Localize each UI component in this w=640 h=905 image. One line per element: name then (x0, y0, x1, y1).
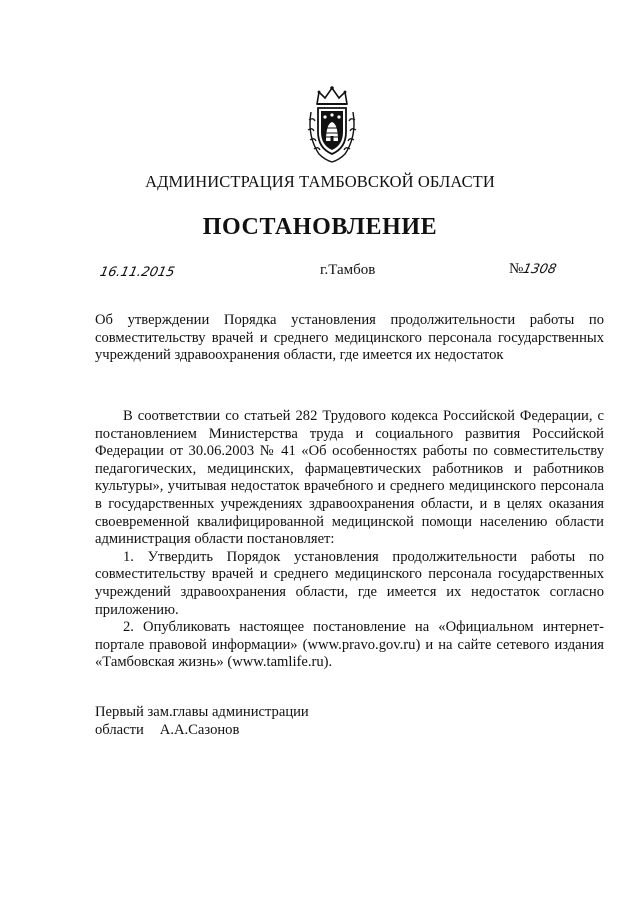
document-subject: Об утверждении Порядка установления продолжительности работы по совместительству врачей и среднего медицинского персонала государственных учреждений здравоохранения области, где имеется их недостаток (95, 312, 604, 364)
number-value: 1308 (521, 262, 559, 277)
signer-position: Первый зам.главы администрации (95, 704, 309, 720)
item-1-paragraph: 1. Утвердить Порядок установления продолжительности работы по совместительству врачей и среднего медицинского персонала государственных учреждений здравоохранения области, где имеется их недостаток согласно приложению. (95, 548, 604, 618)
preamble-paragraph: В соответствии со статьей 282 Трудового кодекса Российской Федерации, с постановлением Министерства труда и социального развития Российской Федерации от 30.06.2003 № 41 «Об особенностях работы по совместительству педагогических, медицинских, фармацевтических работников и работников культуры», учитывая недостаток врачебного и среднего медицинского персонала в государственных учреждениях здравоохранения области, и в целях оказания своевременной квалифицированной медицинской помощи населению области администрация области постановляет: (95, 408, 604, 548)
document-number (509, 261, 559, 278)
signature-block (95, 704, 309, 739)
organization-name: АДМИНИСТРАЦИЯ ТАМБОВСКОЙ ОБЛАСТИ (145, 172, 495, 191)
document-type-title: ПОСТАНОВЛЕНИЕ (202, 214, 438, 240)
item-2-paragraph: 2. Опубликовать настоящее постановление на «Официальном интернет-портале правовой информации» (www.pravo.gov.ru) и на сайте сетевого издания «Тамбовская жизнь» (www.tamlife.ru). (95, 619, 604, 671)
signer-region: области (95, 721, 144, 738)
document-city: г.Тамбов (320, 262, 376, 278)
tambov-coat-of-arms-icon (305, 84, 359, 164)
document-date: 16.11.2015 (98, 265, 177, 280)
signer-line (95, 722, 309, 740)
signer-name: А.А.Сазонов (159, 721, 240, 738)
document-body (95, 408, 604, 672)
number-prefix: № (509, 261, 524, 277)
